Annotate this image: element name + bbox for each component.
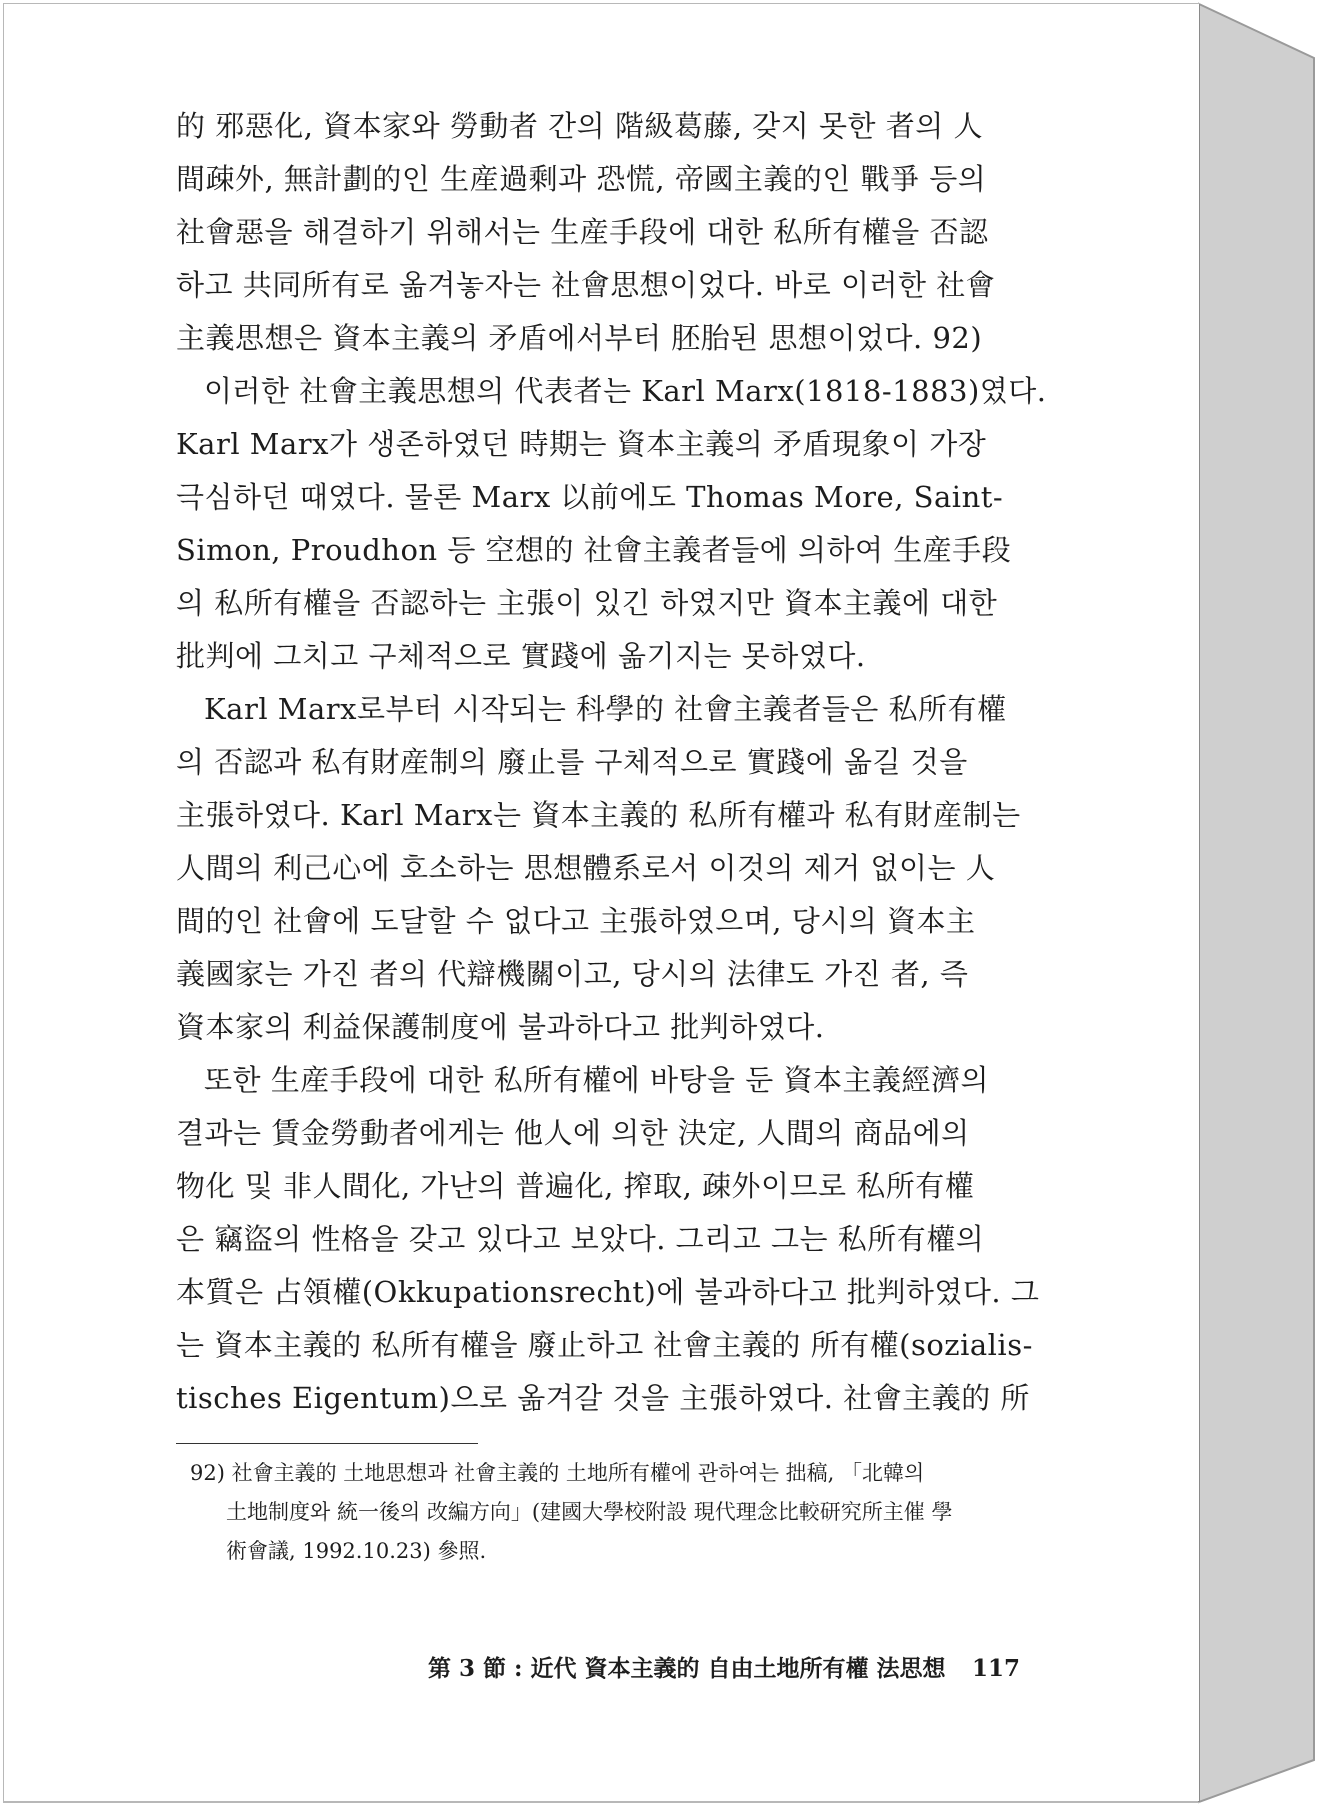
body-text-line: 결과는 賃金勞動者에게는 他人에 의한 決定, 人間의 商品에의: [176, 1116, 970, 1150]
body-text-line: 批判에 그치고 구체적으로 實踐에 옮기지는 못하였다.: [176, 639, 866, 673]
body-text-line: Karl Marx가 생존하였던 時期는 資本主義의 矛盾現象이 가장: [176, 427, 987, 461]
body-text-line: 間的인 社會에 도달할 수 없다고 主張하였으며, 당시의 資本主: [176, 904, 976, 938]
body-text-line: 物化 및 非人間化, 가난의 普遍化, 搾取, 疎外이므로 私所有權: [176, 1169, 975, 1203]
footnote-line: 92) 社會主義的 土地思想과 社會主義的 土地所有權에 관하여는 拙稿, 「北韓의: [190, 1461, 925, 1485]
running-header: 第 3 節 : 近代 資本主義的 自由土地所有權 法思想: [428, 1655, 946, 1682]
footnote-line: 土地制度와 統一後의 改編方向」(建國大學校附設 現代理念比較研究所主催 學: [226, 1500, 953, 1524]
body-text-line: tisches Eigentum)으로 옮겨갈 것을 主張하였다. 社會主義的 所: [176, 1381, 1030, 1415]
body-text-line: 이러한 社會主義思想의 代表者는 Karl Marx(1818-1883)였다.: [204, 374, 1047, 408]
page-number: 117: [972, 1655, 1021, 1682]
body-text-line: 극심하던 때였다. 물론 Marx 以前에도 Thomas More, Saint-: [176, 480, 1004, 514]
body-text-line: 人間의 利己心에 호소하는 思想體系로서 이것의 제거 없이는 人: [176, 851, 996, 885]
footnote-divider: [176, 1443, 478, 1444]
body-text-line: 社會惡을 해결하기 위해서는 生産手段에 대한 私所有權을 否認: [176, 215, 989, 249]
body-text-line: 的 邪惡化, 資本家와 勞動者 간의 階級葛藤, 갖지 못한 者의 人: [176, 109, 984, 143]
body-text-line: 의 私所有權을 否認하는 主張이 있긴 하였지만 資本主義에 대한: [176, 586, 998, 620]
body-text-line: Karl Marx로부터 시작되는 科學的 社會主義者들은 私所有權: [204, 692, 1007, 726]
body-text-line: 또한 生産手段에 대한 私所有權에 바탕을 둔 資本主義經濟의: [204, 1063, 989, 1097]
body-text-line: 은 竊盜의 性格을 갖고 있다고 보았다. 그리고 그는 私所有權의: [176, 1222, 985, 1256]
body-text-line: 間疎外, 無計劃的인 生産過剩과 恐慌, 帝國主義的인 戰爭 등의: [176, 162, 987, 196]
body-text-line: Simon, Proudhon 등 空想的 社會主義者들에 의하여 生産手段: [176, 533, 1012, 567]
body-text-line: 는 資本主義的 私所有權을 廢止하고 社會主義的 所有權(sozialis-: [176, 1328, 1033, 1362]
footnote-line: 術會議, 1992.10.23) 參照.: [226, 1539, 487, 1563]
body-text-line: 義國家는 가진 者의 代辯機關이고, 당시의 法律도 가진 者, 즉: [176, 957, 969, 991]
body-text-line: 主張하였다. Karl Marx는 資本主義的 私所有權과 私有財産制는: [176, 798, 1021, 832]
body-text-line: 資本家의 利益保護制度에 불과하다고 批判하였다.: [176, 1010, 825, 1044]
body-text-line: 主義思想은 資本主義의 矛盾에서부터 胚胎된 思想이었다. 92): [176, 321, 983, 355]
body-text-line: 本質은 占領權(Okkupationsrecht)에 불과하다고 批判하였다. 그: [176, 1275, 1040, 1309]
body-text-line: 의 否認과 私有財産制의 廢止를 구체적으로 實踐에 옮길 것을: [176, 745, 968, 779]
body-text-line: 하고 共同所有로 옮겨놓자는 社會思想이었다. 바로 이러한 社會: [176, 268, 996, 302]
